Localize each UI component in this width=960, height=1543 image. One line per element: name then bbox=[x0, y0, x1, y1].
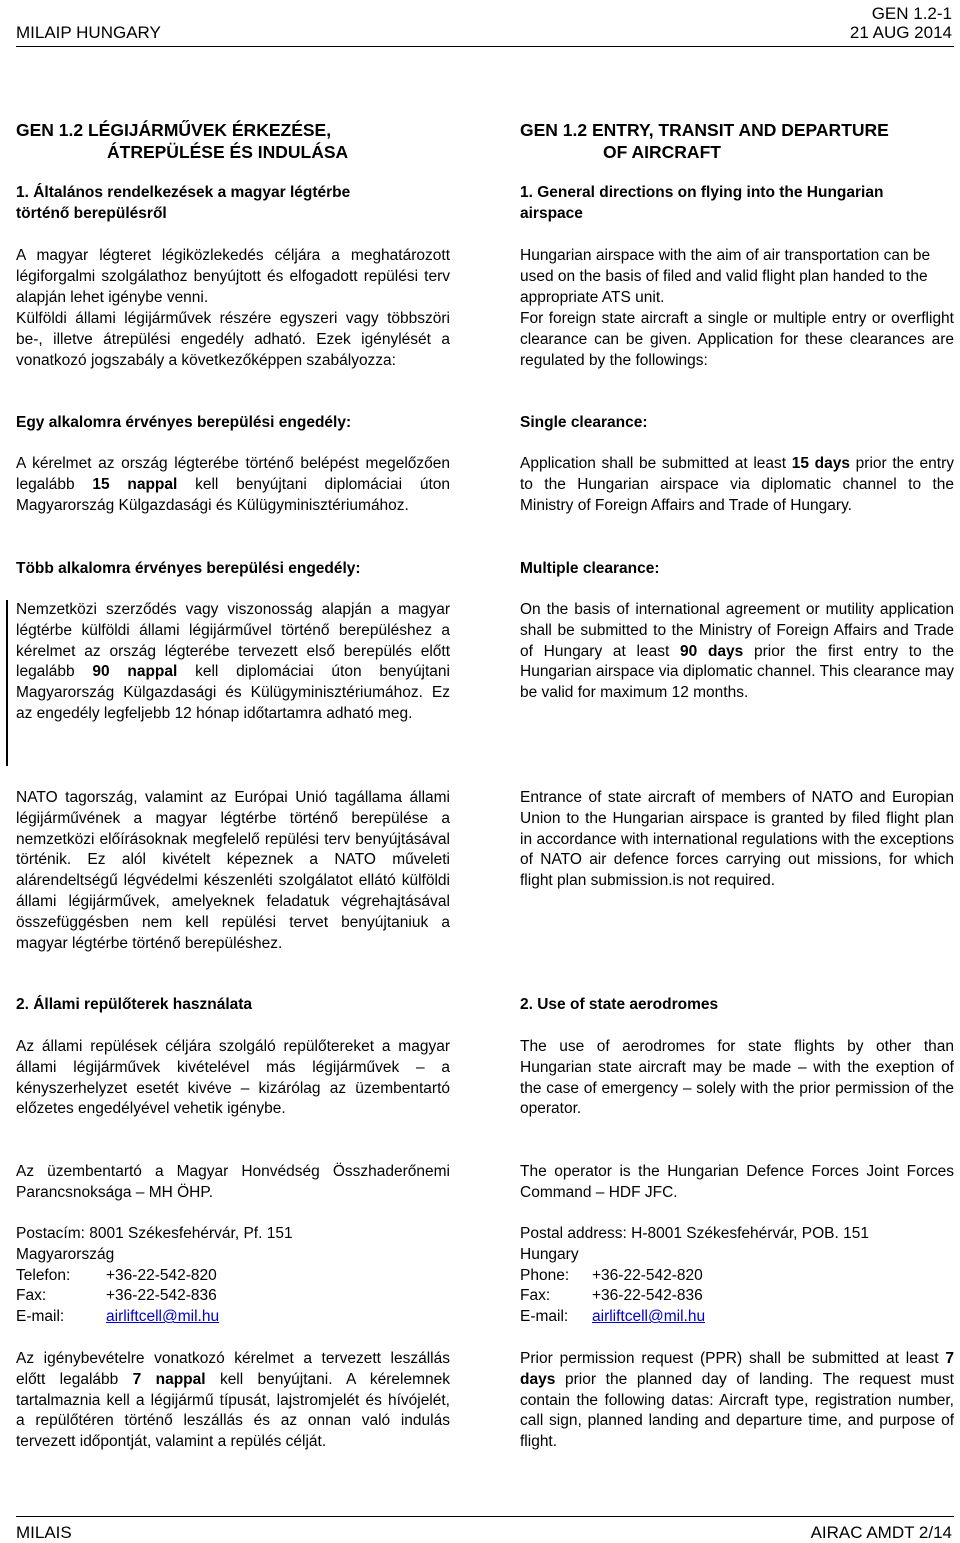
hu-s1-heading-line2: történő berepülésről bbox=[16, 204, 167, 222]
en-multi-text-a: On the basis of international agreement or mutility application shall be submitted to the Ministry of Foreign Affairs and Trade of Hungary at least bbox=[520, 601, 954, 660]
en-multi-days: 90 days bbox=[680, 642, 744, 660]
en-single-heading: Single clearance: bbox=[520, 414, 648, 431]
en-multi-heading: Multiple clearance: bbox=[520, 560, 660, 577]
en-fax: +36-22-542-836 bbox=[592, 1287, 703, 1305]
en-fax-label: Fax: bbox=[520, 1287, 551, 1305]
en-multi-text-b: prior the first entry to the Hungarian airspace via diplomatic channel. This clearance may be valid for maximum 12 months. bbox=[520, 642, 954, 702]
footer-divider bbox=[16, 1516, 954, 1517]
en-s2-heading: 2. Use of state aerodromes bbox=[520, 996, 719, 1013]
header-divider bbox=[16, 46, 954, 47]
footer-source: MILAIS bbox=[16, 1523, 72, 1542]
hu-email-label: E-mail: bbox=[16, 1308, 65, 1326]
publication-date: 21 AUG 2014 bbox=[849, 23, 952, 42]
hu-country: Magyarország bbox=[16, 1245, 115, 1263]
hu-single-text-b: kell benyújtani diplomáciai úton Magyarország Külgazdasági és Külügyminisztériumához. bbox=[16, 475, 450, 514]
hu-multi-heading: Több alkalomra érvényes berepülési engedély: bbox=[16, 560, 361, 577]
en-phone: +36-22-542-820 bbox=[592, 1266, 703, 1284]
en-title bbox=[520, 119, 960, 163]
en-s2-operator: The operator is the Hungarian Defence Forces Joint Forces Command – HDF JFC. bbox=[520, 1163, 954, 1201]
en-s1-heading bbox=[520, 183, 954, 225]
en-single-paragraph bbox=[520, 454, 954, 516]
hu-s1-p2: Külföldi állami légijárművek részére egyszeri vagy többszöri be-, illetve átrepülési engedély adható. Ezek igénylését a vonatkozó jogszabály a következőképpen szabályozza: bbox=[16, 310, 450, 369]
en-multi-paragraph bbox=[520, 600, 954, 704]
en-ppr-paragraph bbox=[520, 1349, 954, 1453]
en-s1-heading-line2: airspace bbox=[520, 204, 583, 222]
hu-email-link[interactable]: airliftcell@mil.hu bbox=[106, 1308, 220, 1326]
hu-s1-heading-line1: 1. Általános rendelkezések a magyar légtérbe bbox=[16, 184, 351, 201]
hu-title bbox=[16, 119, 386, 163]
hu-s1-heading bbox=[16, 183, 450, 225]
hu-s1-p1: A magyar légteret légiközlekedés céljára a meghatározott légiforgalmi szolgálathoz benyújtott és elfogadott repülési terv alapján lehet igénybe venni. bbox=[16, 247, 450, 306]
publication-name: MILAIP HUNGARY bbox=[16, 23, 161, 42]
hu-multi-text-b: kell diplomáciai úton benyújtani Magyarország Külgazdasági és Külügyminisztériumához. Ez az engedély legfeljebb 12 hónap időtartamra adható meg. bbox=[16, 663, 450, 722]
hu-title-line1: GEN 1.2 LÉGIJÁRMŰVEK ÉRKEZÉSE, bbox=[16, 120, 332, 140]
hu-postal-address: Postacím: 8001 Székesfehérvár, Pf. 151 bbox=[16, 1225, 293, 1242]
en-phone-label: Phone: bbox=[520, 1266, 570, 1284]
hu-single-days: 15 nappal bbox=[92, 475, 178, 493]
change-bar bbox=[6, 600, 8, 766]
hu-multi-text-a: Nemzetközi szerződés vagy viszonosság alapján a magyar légtérbe külföldi állami légijárművel történő berepüléshez a kérelmet az ország légterébe tervezett első berepülés előtt legalább bbox=[16, 601, 450, 681]
hu-ppr-days: 7 nappal bbox=[132, 1370, 206, 1388]
en-email-label: E-mail: bbox=[520, 1308, 569, 1326]
hu-single-heading: Egy alkalomra érvényes berepülési engedély: bbox=[16, 414, 352, 431]
en-country: Hungary bbox=[520, 1245, 579, 1263]
hu-fax-label: Fax: bbox=[16, 1287, 47, 1305]
en-title-line1: GEN 1.2 ENTRY, TRANSIT AND DEPARTURE bbox=[520, 120, 889, 140]
hu-multi-paragraph bbox=[16, 600, 450, 725]
hu-phone: +36-22-542-820 bbox=[106, 1266, 217, 1284]
en-email-link[interactable]: airliftcell@mil.hu bbox=[592, 1308, 706, 1326]
en-s2-p1: The use of aerodromes for state flights by other than Hungarian state aircraft may be made – with the exeption of the case of emergency – solely with the prior permission of the operator. bbox=[520, 1038, 954, 1118]
en-s1-p1: Hungarian airspace with the aim of air transportation can be used on the basis of filed and valid flight plan handed to the appropriate ATS unit. bbox=[520, 247, 931, 306]
en-s1-heading-line1: 1. General directions on flying into the Hungarian bbox=[520, 184, 884, 201]
en-contact-block bbox=[520, 1224, 954, 1328]
en-ppr-text-a: Prior permission request (PPR) shall be submitted at least bbox=[520, 1350, 946, 1367]
hu-ppr-text-a: Az igénybevételre vonatkozó kérelmet a tervezett leszállás előtt legalább bbox=[16, 1350, 450, 1388]
hu-s2-p1: Az állami repülések céljára szolgáló repülőtereket a magyar állami légijárművek kivételével más légijárművek – a kényszerhelyzet esetét kivéve – kizárólag az üzembentartó előzetes engedélyével vehetik igénybe. bbox=[16, 1038, 450, 1118]
en-single-text-a: Application shall be submitted at least bbox=[520, 455, 792, 472]
hu-phone-label: Telefon: bbox=[16, 1266, 71, 1284]
hu-s2-operator: Az üzembentartó a Magyar Honvédség Összhaderőnemi Parancsnoksága – MH ÖHP. bbox=[16, 1163, 450, 1201]
hu-multi-days: 90 nappal bbox=[92, 663, 178, 681]
hu-single-paragraph bbox=[16, 454, 450, 516]
hu-contact-block bbox=[16, 1224, 450, 1328]
en-s1-p2: For foreign state aircraft a single or multiple entry or overflight clearance can be given. Application for these clearances are regulated by the followings: bbox=[520, 310, 954, 369]
hu-nato-paragraph: NATO tagország, valamint az Európai Unió tagállama állami légijárművének a magyar légtérbe történő berepülése a nemzetközi előírásoknak megfelelő repülési terv benyújtásával történik. Ez alól kivételt képeznek a NATO műveleti alárendeltségű légvédelmi készenléti szolgálatot ellátó külföldi állami légijárművek, amelyeknek feladatuk végrehajtásával összefüggésben nem kell repülési tervet benyújtaniuk a magyar légtérbe történő berepüléshez. bbox=[16, 789, 450, 952]
en-ppr-text-b: prior the planned day of landing. The request must contain the following datas: Aircraft type, registration number, call sign, planned landing and departure time, and purpose of flight. bbox=[520, 1370, 954, 1451]
en-single-days: 15 days bbox=[791, 455, 850, 472]
footer-amendment: AIRAC AMDT 2/14 bbox=[810, 1523, 952, 1542]
en-title-line2: OF AIRCRAFT bbox=[603, 142, 721, 162]
hu-ppr-text-b: kell benyújtani. A kérelemnek tartalmaznia kell a légijármű típusát, lajstromjelét és hívójelét, a repülőtéren történő leszállás és az onnan való indulás tervezett időpontját, valamint a repülés célját. bbox=[16, 1370, 450, 1451]
en-ppr-days: 7 days bbox=[520, 1350, 954, 1388]
hu-ppr-paragraph bbox=[16, 1349, 450, 1453]
hu-single-text-a: A kérelmet az ország légterébe történő belépést megelőzően legalább bbox=[16, 455, 450, 493]
hu-fax: +36-22-542-836 bbox=[106, 1287, 217, 1305]
page-id: GEN 1.2-1 bbox=[871, 4, 952, 23]
en-single-text-b: prior the entry to the Hungarian airspace via diplomatic channel to the Ministry of Foreign Affairs and Trade of Hungary. bbox=[520, 455, 954, 514]
en-postal-address: Postal address: H-8001 Székesfehérvár, POB. 151 bbox=[520, 1225, 869, 1242]
en-nato-paragraph: Entrance of state aircraft of members of NATO and Europian Union to the Hungarian airspace is granted by filed flight plan in accordance with international regulations with the exceptions of NATO air defence forces carrying out missions, for which flight plan submission.is not required. bbox=[520, 789, 954, 890]
hu-s2-heading: 2. Állami repülőterek használata bbox=[16, 996, 253, 1013]
hu-title-line2: ÁTREPÜLÉSE ÉS INDULÁSA bbox=[107, 142, 349, 162]
